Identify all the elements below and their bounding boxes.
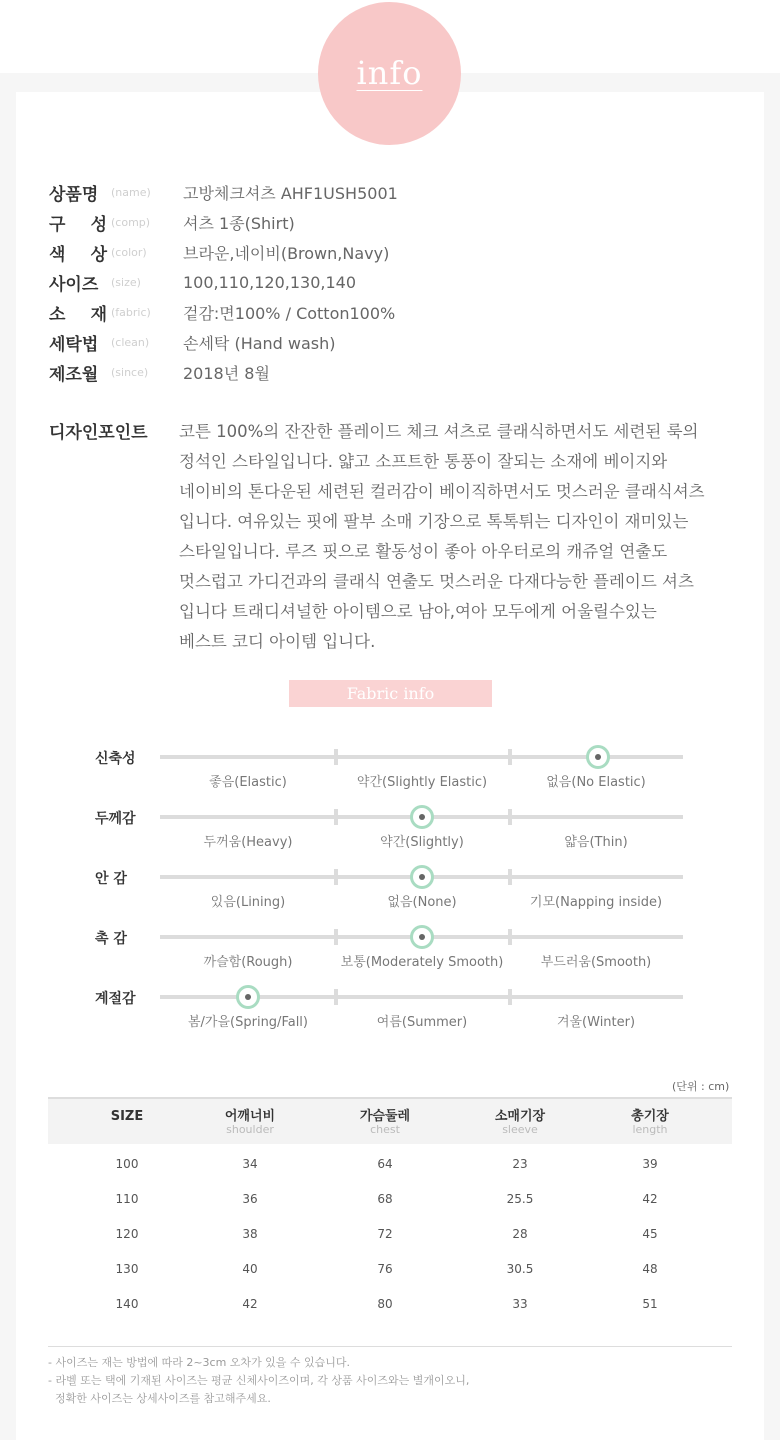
size-header-cell <box>180 1109 320 1136</box>
fabric-selected-dot <box>410 805 434 829</box>
design-point-line: 입니다 트래디셔널한 아이템으로 남아,여아 모두에게 어울릴수있는 <box>179 602 657 621</box>
info-label: 제조월 <box>49 364 99 385</box>
info-row <box>49 297 395 327</box>
size-header-sublabel: shoulder <box>226 1123 274 1136</box>
info-row <box>49 207 295 237</box>
size-header-label: SIZE <box>110 1109 144 1124</box>
info-label-en: (since) <box>111 365 149 379</box>
fabric-track-tick <box>334 929 338 945</box>
size-table-cell: 48 <box>642 1262 658 1276</box>
fabric-info-title: Fabric info <box>289 680 492 707</box>
size-note: - 라벨 또는 택에 기재된 사이즈는 평균 신체사이즈이며, 각 상품 사이즈와는 별개이오니, <box>48 1374 470 1387</box>
info-row <box>49 267 356 297</box>
size-table-cell: 33 <box>512 1297 528 1311</box>
size-header-label: 어깨너비 <box>224 1109 276 1124</box>
size-table-cell: 140 <box>115 1297 139 1311</box>
fabric-row-label: 촉 감 <box>95 931 127 947</box>
info-label-en: (size) <box>111 275 141 289</box>
info-badge-text: info <box>356 54 423 92</box>
size-table-cell: 80 <box>377 1297 393 1311</box>
size-table-cell: 51 <box>642 1297 658 1311</box>
size-header-sublabel: length <box>632 1123 668 1136</box>
fabric-track-tick <box>508 989 512 1005</box>
design-point-line: 멋스럽고 가디건과의 클래식 연출도 멋스러운 다재다능한 플레이드 셔츠 <box>179 572 694 591</box>
fabric-option: 봄/가을(Spring/Fall) <box>187 1015 308 1030</box>
info-value: 셔츠 1종(Shirt) <box>183 213 295 233</box>
fabric-track-tick <box>508 929 512 945</box>
design-point-line: 코튼 100%의 잔잔한 플레이드 체크 셔츠로 클래식하면서도 세련된 룩의 <box>179 422 699 441</box>
size-table-cell: 39 <box>642 1157 658 1171</box>
size-table-cell: 68 <box>377 1192 393 1206</box>
info-value: 고방체크셔츠 AHF1USH5001 <box>183 183 398 203</box>
size-table-cell: 36 <box>242 1192 258 1206</box>
size-table-cell: 28 <box>512 1227 528 1241</box>
info-label: 소 재 <box>49 304 107 325</box>
size-header-cell <box>315 1109 455 1136</box>
info-value: 손세탁 (Hand wash) <box>183 333 336 353</box>
fabric-row-label: 신축성 <box>95 751 136 767</box>
size-table-cell: 100 <box>115 1157 139 1171</box>
fabric-selected-dot <box>236 985 260 1009</box>
size-table-cell: 76 <box>377 1262 393 1276</box>
info-label-en: (comp) <box>111 215 151 229</box>
info-value: 100,110,120,130,140 <box>183 272 357 292</box>
info-value: 브라운,네이비(Brown,Navy) <box>183 243 390 263</box>
design-point-line: 입니다. 여유있는 핏에 팔부 소매 기장으로 톡톡튀는 디자인이 재미있는 <box>179 512 689 531</box>
fabric-track-tick <box>508 809 512 825</box>
fabric-track-tick <box>334 809 338 825</box>
info-value: 2018년 8월 <box>183 363 270 383</box>
info-label: 세탁법 <box>49 334 99 355</box>
design-point-line: 네이비의 톤다운된 세련된 컬러감이 베이직하면서도 멋스러운 클래식셔츠 <box>179 482 705 501</box>
design-point-label: 디자인포인트 <box>49 423 148 443</box>
fabric-selected-dot <box>410 865 434 889</box>
info-label-en: (name) <box>111 185 151 199</box>
size-header-sublabel: chest <box>370 1123 400 1136</box>
size-header-label: 가슴둘레 <box>359 1109 411 1124</box>
design-point-text <box>179 417 769 657</box>
fabric-track-tick <box>508 749 512 765</box>
fabric-option: 겨울(Winter) <box>556 1015 636 1030</box>
size-header-label: 소매기장 <box>494 1109 546 1124</box>
size-table-cell: 40 <box>242 1262 258 1276</box>
fabric-row-label: 안 감 <box>95 871 127 887</box>
fabric-option: 여름(Summer) <box>376 1015 468 1030</box>
size-header-cell <box>57 1109 197 1124</box>
fabric-track-tick <box>508 869 512 885</box>
design-point-line: 스타일입니다. 루즈 핏으로 활동성이 좋아 아우터로의 캐쥬얼 연출도 <box>179 542 668 561</box>
fabric-option: 약간(Slightly) <box>380 835 464 850</box>
fabric-option: 부드러움(Smooth) <box>540 955 652 970</box>
info-row <box>49 177 398 207</box>
size-header-cell <box>580 1109 720 1136</box>
fabric-option: 두꺼움(Heavy) <box>203 835 293 850</box>
fabric-selected-dot <box>410 925 434 949</box>
unit-note: (단위 : cm) <box>672 1080 730 1093</box>
size-table-cell: 110 <box>115 1192 139 1206</box>
size-table-cell: 38 <box>242 1227 258 1241</box>
info-label: 사이즈 <box>49 274 99 295</box>
size-table-cell: 130 <box>115 1262 139 1276</box>
fabric-track-tick <box>334 989 338 1005</box>
fabric-option: 얇음(Thin) <box>564 835 628 850</box>
notes-divider <box>48 1346 732 1347</box>
info-label-en: (clean) <box>111 335 150 349</box>
info-label-en: (color) <box>111 245 147 259</box>
fabric-option: 없음(No Elastic) <box>546 775 646 790</box>
fabric-option: 있음(Lining) <box>210 895 286 910</box>
fabric-option: 좋음(Elastic) <box>209 775 287 790</box>
info-row <box>49 237 389 267</box>
size-table-cell: 45 <box>642 1227 658 1241</box>
size-table-cell: 30.5 <box>506 1262 534 1276</box>
fabric-track-tick <box>334 869 338 885</box>
info-label: 색 상 <box>49 244 107 265</box>
info-label: 상품명 <box>49 184 99 205</box>
fabric-track-tick <box>334 749 338 765</box>
fabric-row-label: 계절감 <box>95 991 136 1007</box>
size-header-label: 총기장 <box>631 1109 669 1124</box>
info-label: 구 성 <box>49 214 107 235</box>
fabric-row-label: 두께감 <box>95 811 136 827</box>
size-header-sublabel: sleeve <box>502 1123 538 1136</box>
fabric-selected-dot <box>586 745 610 769</box>
design-point-line: 베스트 코디 아이템 입니다. <box>179 632 376 651</box>
info-value: 겉감:면100% / Cotton100% <box>183 303 396 323</box>
fabric-option: 없음(None) <box>387 895 457 910</box>
size-table-cell: 42 <box>242 1297 258 1311</box>
size-table-cell: 42 <box>642 1192 658 1206</box>
info-row <box>49 327 336 357</box>
size-note: 정확한 사이즈는 상세사이즈를 참고해주세요. <box>48 1392 271 1405</box>
size-table-cell: 23 <box>512 1157 528 1171</box>
info-badge <box>318 2 461 145</box>
size-table-cell: 25.5 <box>506 1192 534 1206</box>
size-table-cell: 34 <box>242 1157 258 1171</box>
info-label-en: (fabric) <box>111 305 151 319</box>
size-header-cell <box>450 1109 590 1136</box>
size-table-cell: 120 <box>115 1227 139 1241</box>
size-table-cell: 72 <box>377 1227 393 1241</box>
design-point-line: 정석인 스타일입니다. 얇고 소프트한 통풍이 잘되는 소재에 베이지와 <box>179 452 668 471</box>
info-row <box>49 357 270 387</box>
fabric-option: 약간(Slightly Elastic) <box>356 775 488 790</box>
fabric-option: 보통(Moderately Smooth) <box>340 955 504 970</box>
size-note: - 사이즈는 재는 방법에 따라 2~3cm 오차가 있을 수 있습니다. <box>48 1356 351 1369</box>
fabric-option: 기모(Napping inside) <box>529 895 663 910</box>
fabric-option: 까슬함(Rough) <box>203 955 293 970</box>
size-table-cell: 64 <box>377 1157 393 1171</box>
